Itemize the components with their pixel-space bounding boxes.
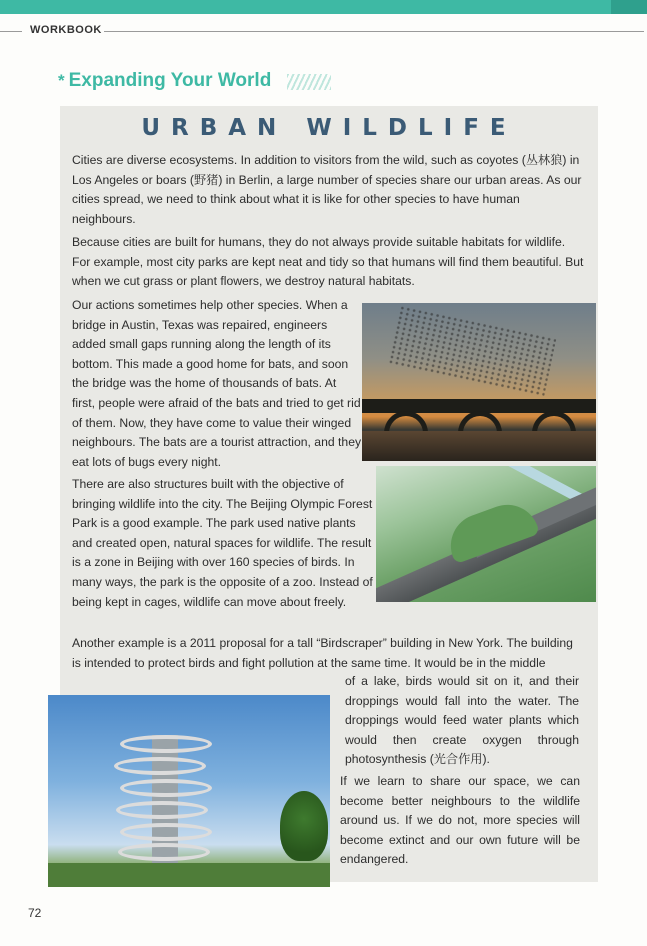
tower-ring [118, 843, 210, 861]
river-water [362, 431, 596, 461]
tower-ring [114, 757, 206, 775]
paragraph-6: If we learn to share our space, we can become better neighbours to the wildlife around us. If we do not, more species will become extinct and our own future will be endangered. [340, 774, 580, 867]
tower-ring [120, 823, 212, 841]
paragraph-5-continued: of a lake, birds would sit on it, and their droppings would fall into the water. The droppings would feed water plants which would then create oxygen through photosynthesis (光合作用). [345, 674, 579, 767]
tower-ring [116, 801, 208, 819]
bridge-arch [384, 411, 428, 433]
header-rule-right [104, 31, 644, 32]
birdscraper-photo [48, 695, 330, 887]
top-color-bar [0, 0, 647, 14]
bat-swarm [388, 305, 557, 397]
paragraph-2: Because cities are built for humans, they do not always provide suitable habitats for wildlife. For example, most city parks are kept neat and tidy so that humans will find them beautiful. But when we cut grass or plant flowers, we destroy natural habitats. [72, 235, 584, 289]
section-title [58, 70, 271, 92]
tower-ring [120, 735, 212, 753]
tower-ring [120, 779, 212, 797]
section-marker: * [58, 71, 65, 90]
bridge-arch [458, 411, 502, 433]
paragraph-1: Cities are diverse ecosystems. In addition to visitors from the wild, such as coyotes (丛林狼) in Los Angeles or boars (野猪) in Berlin, a large number of species share our urban areas. As our cities spread, we need to think about what it is like for other species to have human neighbours. [72, 153, 582, 226]
page-number: 72 [28, 906, 42, 920]
header-rule-left [0, 31, 22, 32]
section-title-text: Expanding Your World [68, 70, 272, 91]
title-stripes-decoration [287, 74, 331, 90]
bridge-arch [532, 411, 576, 433]
paragraph-4: There are also structures built with the objective of bringing wildlife into the city. The Beijing Olympic Forest Park is a good example. The park used native plants and created open, natural spaces for wildlife. The result is a zone in Beijing with over 160 species of birds. In many ways, the park is the opposite of a zoo. Instead of being kept in cages, wildlife can move about freely. [72, 477, 373, 609]
page-header [0, 22, 647, 42]
paragraph-5: Another example is a 2011 proposal for a tall “Birdscraper” building in New York. The building is intended to protect birds and fight pollution at the same time. It would be in the middle [72, 636, 573, 670]
article-title: URBAN WILDLIFE [141, 115, 517, 141]
olympic-forest-park-photo [376, 466, 596, 602]
grass-ground [48, 863, 330, 887]
header-label: WORKBOOK [30, 24, 102, 36]
bats-bridge-photo [362, 303, 596, 461]
paragraph-3: Our actions sometimes help other species. When a bridge in Austin, Texas was repaired, engineers added small gaps running along the length of its bottom. This made a good home for bats, and soon the bridge was the home of thousands of bats. At first, people were afraid of the bats and tried to get rid of them. Now, they have come to value their winged neighbours. The bats are a tourist attraction, and they eat lots of bugs every night. [72, 298, 362, 469]
tree [280, 791, 328, 861]
